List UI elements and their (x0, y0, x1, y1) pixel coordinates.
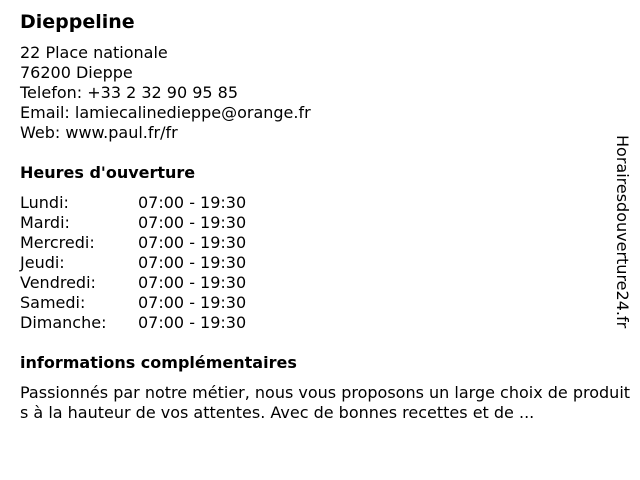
time-range: 07:00 - 19:30 (138, 273, 247, 292)
email-address: Email: lamiecalinedieppe@orange.fr (20, 103, 311, 122)
time-range: 07:00 - 19:30 (138, 213, 247, 232)
hours-row-saturday (20, 293, 246, 313)
website: Web: www.paul.fr/fr (20, 123, 178, 142)
time-range: 07:00 - 19:30 (138, 253, 247, 272)
city-postal: 76200 Dieppe (20, 63, 133, 82)
hours-row-friday (20, 273, 246, 293)
day-label: Jeudi: (20, 253, 65, 272)
additional-info-heading: informations complémentaires (20, 353, 297, 372)
phone-number: Telefon: +33 2 32 90 95 85 (20, 83, 239, 102)
hours-row-wednesday (20, 233, 246, 253)
time-range: 07:00 - 19:30 (138, 193, 247, 212)
opening-hours-table (20, 193, 246, 333)
day-label: Vendredi: (20, 273, 96, 292)
business-description: Passionnés par notre métier, nous vous proposons un large choix de produits à la hauteur de vos attentes. Avec de bonnes recettes et de ... (20, 383, 631, 422)
day-label: Mercredi: (20, 233, 95, 252)
day-label: Samedi: (20, 293, 86, 312)
contact-block (20, 43, 311, 143)
time-range: 07:00 - 19:30 (138, 313, 247, 332)
hours-row-tuesday (20, 213, 246, 233)
hours-row-monday (20, 193, 246, 213)
street-address: 22 Place nationale (20, 43, 168, 62)
site-watermark: Horairesdouverture24.fr (613, 135, 632, 329)
time-range: 07:00 - 19:30 (138, 293, 247, 312)
time-range: 07:00 - 19:30 (138, 233, 247, 252)
opening-hours-heading: Heures d'ouverture (20, 163, 196, 182)
day-label: Dimanche: (20, 313, 107, 332)
hours-row-sunday (20, 313, 246, 333)
day-label: Lundi: (20, 193, 69, 212)
day-label: Mardi: (20, 213, 70, 232)
hours-row-thursday (20, 253, 246, 273)
business-name: Dieppeline (20, 11, 135, 33)
